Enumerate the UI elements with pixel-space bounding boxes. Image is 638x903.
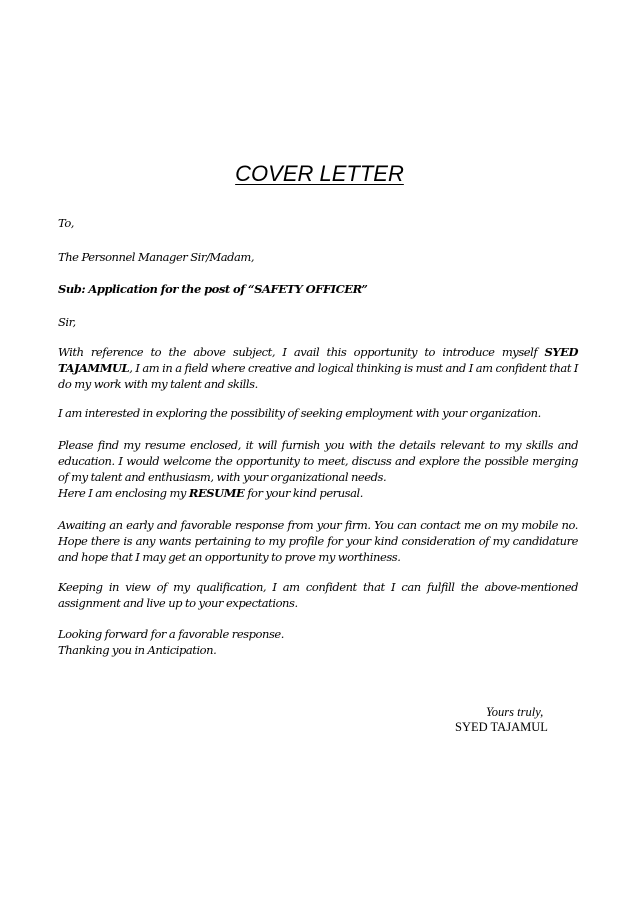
paragraph-resume: Please find my resume enclosed, it will furnish you with the details relevant to my skills and education. I would welcome the opportunity to meet, discuss and explore the possible merging of my talent and enthusiasm, with your organizational needs. — [58, 438, 578, 484]
paragraph-interest: I am interested in exploring the possibility of seeking employment with your organization. — [58, 406, 541, 420]
paragraph-qualification: Keeping in view of my qualification, I am confident that I can fulfill the above-mentioned assignment and live up to your expectations. — [58, 580, 578, 610]
closing-line-1: Looking forward for a favorable response. — [58, 627, 284, 641]
paragraph-enclosure — [58, 485, 578, 501]
recipient-line: The Personnel Manager Sir/Madam, — [58, 250, 255, 264]
closing-line-2: Thanking you in Anticipation. — [58, 643, 217, 657]
paragraph-awaiting: Awaiting an early and favorable response from your firm. You can contact me on my mobile no. Hope there is any wants pertaining to my profile for your kind consideration of my candidature and hope that I may get an opportunity to prove my worthiness. — [58, 518, 578, 564]
paragraph-introduction — [58, 344, 578, 392]
paragraph-enclosure-lead: Here I am enclosing my — [58, 486, 189, 500]
subject-line: Sub: Application for the post of “SAFETY OFFICER” — [58, 282, 368, 296]
applicant-name: SYED TAJAMMUL — [58, 345, 578, 375]
address-to: To, — [58, 216, 75, 230]
resume-emphasis: RESUME — [188, 486, 245, 500]
paragraph-enclosure-rest: for your kind perusal. — [244, 486, 363, 500]
sign-off: Yours truly, — [486, 705, 544, 719]
letter-title: COVER LETTER — [235, 161, 404, 186]
paragraph-introduction-rest: , I am in a field where creative and logical thinking is must and I am confident that I do my work with my talent and skills. — [58, 361, 578, 391]
paragraph-introduction-lead: With reference to the above subject, I avail this opportunity to introduce myself — [58, 345, 545, 359]
signature-name: SYED TAJAMUL — [455, 720, 548, 734]
salutation: Sir, — [58, 315, 76, 329]
